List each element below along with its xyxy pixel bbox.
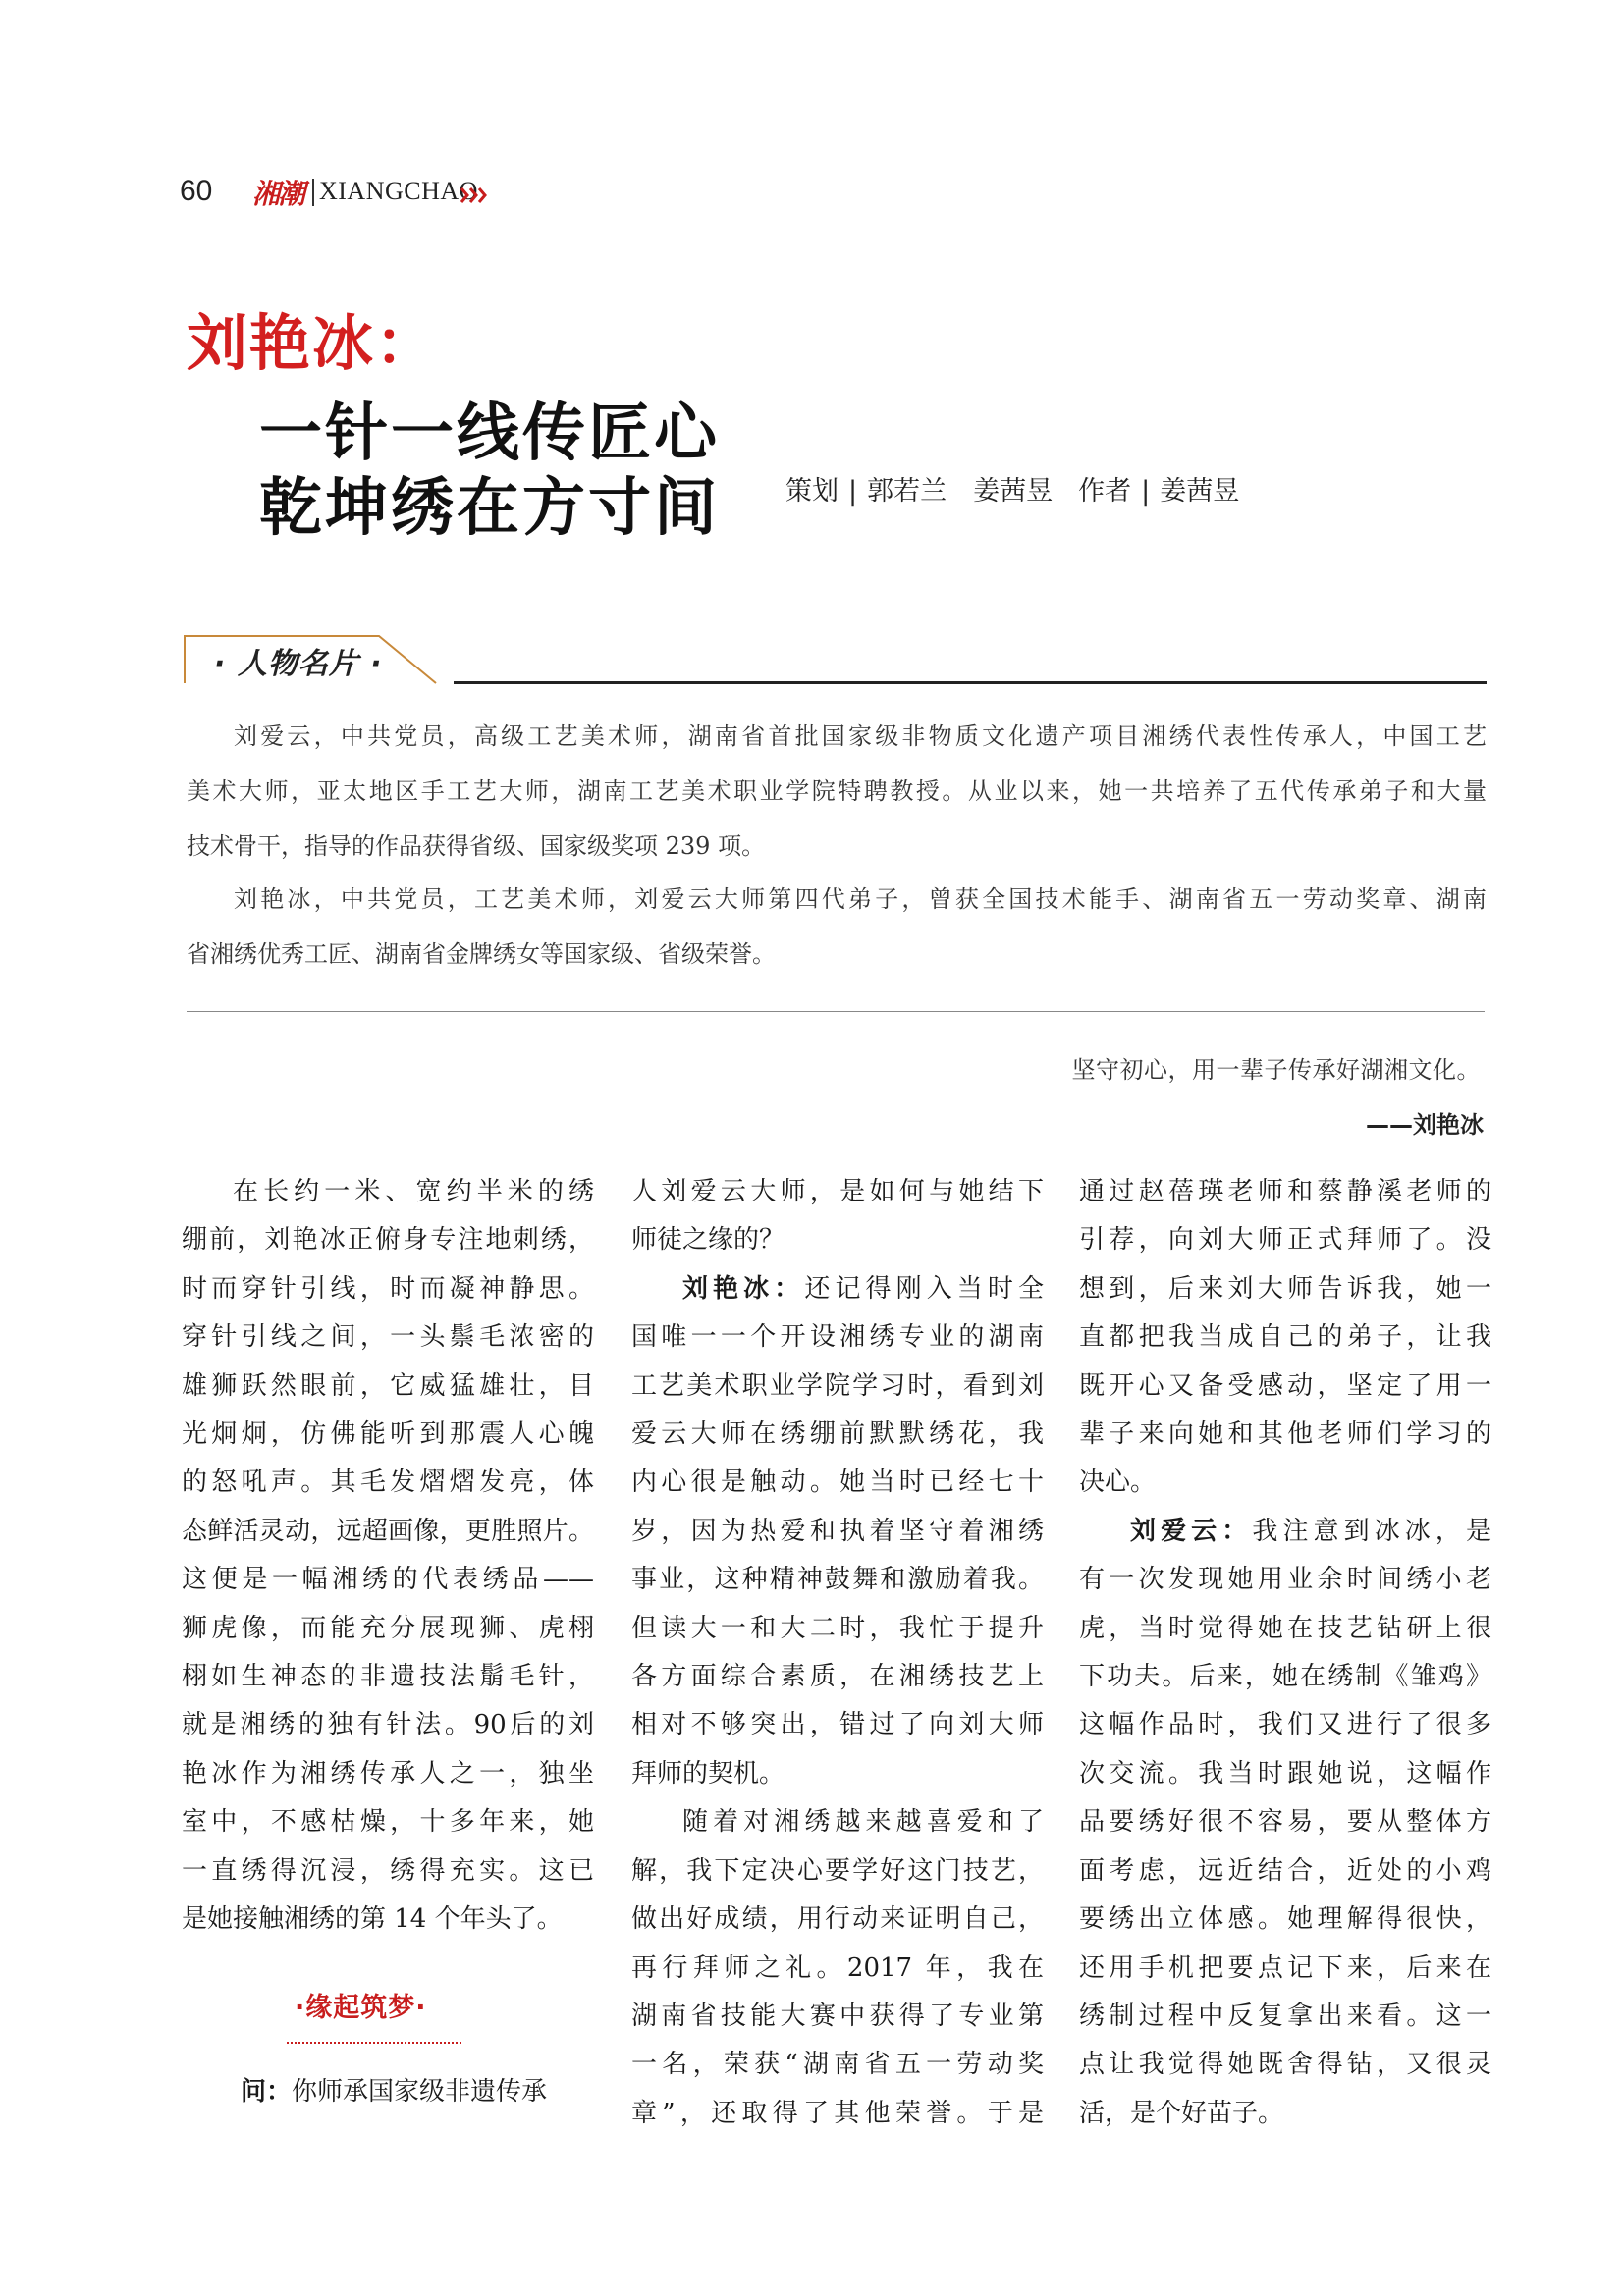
article-title-line2: 乾坤绣在方寸间 <box>259 472 720 545</box>
answer-line: 刘艳冰：还记得刚入当时全 <box>682 1273 1044 1304</box>
answer-line: 活，是个好苗子。 <box>1079 2098 1284 2128</box>
body-line: 室中，不感枯燥，十多年来，她 <box>182 1807 594 1838</box>
answer-line: 引荐，向刘大师正式拜师了。没 <box>1079 1225 1491 1255</box>
logo-divider <box>312 179 314 206</box>
answer-line: 辈子来向她和其他老师们学习的 <box>1079 1419 1491 1450</box>
profile-paragraph-1 <box>187 709 1487 874</box>
speaker-label-liuyanbing: 刘艳冰： <box>682 1273 805 1304</box>
answer-line: 有一次发现她用业余时间绣小老 <box>1079 1565 1491 1595</box>
answer-line: 要绣出立体感。她理解得很快， <box>1079 1904 1491 1935</box>
answer-line: 次交流。我当时跟她说，这幅作 <box>1079 1758 1491 1789</box>
pull-quote-author: ——刘艳冰 <box>1366 1111 1484 1139</box>
body-line: 雄狮跃然眼前，它威猛雄壮，目 <box>182 1370 594 1401</box>
answer-line: 既开心又备受感动，坚定了用一 <box>1079 1370 1491 1401</box>
article-title-name: 刘艳冰： <box>187 307 439 379</box>
answer-line: 面考虑，远近结合，近处的小鸡 <box>1079 1855 1491 1886</box>
answer-line: 这幅作品时，我们又进行了很多 <box>1079 1710 1491 1740</box>
body-line: 就是湘绣的独有针法。90后的刘 <box>182 1710 594 1740</box>
planning-label: 策划 <box>785 476 839 507</box>
answer-line: 决心。 <box>1079 1468 1157 1498</box>
question-start <box>241 2068 594 2116</box>
answer-line: 再行拜师之礼。2017 年，我在 <box>631 1952 1044 1983</box>
answer-line: 相对不够突出，错过了向刘大师 <box>631 1710 1044 1740</box>
answer-line: 还用手机把要点记下来，后来在 <box>1079 1952 1491 1983</box>
profile-line: 刘爱云，中共党员，高级工艺美术师，湖南省首批国家级非物质文化遗产项目湘绣代表性传承人，中国工艺 <box>234 722 1487 750</box>
profile-paragraph-2 <box>187 872 1487 982</box>
answer-line: 品要绣好很不容易，要从整体方 <box>1079 1807 1491 1838</box>
profile-line: 刘艳冰，中共党员，工艺美术师，刘爱云大师第四代弟子，曾获全国技术能手、湖南省五一劳动奖章、湖南 <box>234 885 1487 913</box>
question-label: 问： <box>241 2077 293 2107</box>
body-line: 狮虎像，而能充分展现狮、虎栩 <box>182 1613 594 1643</box>
page-number: 60 <box>180 175 213 207</box>
answer-line: 通过赵蓓瑛老师和蔡静溪老师的 <box>1079 1177 1491 1206</box>
answer-line: 绣制过程中反复拿出来看。这一 <box>1079 2001 1491 2031</box>
answer-line: 湖南省技能大赛中获得了专业第 <box>631 2001 1044 2031</box>
answer-line: 解，我下定决心要学好这门技艺， <box>631 1855 1044 1886</box>
section-heading-underline <box>287 2042 461 2044</box>
profile-line: 美术大师，亚太地区手工艺大师，湖南工艺美术职业学院特聘教授。从业以来，她一共培养了五代传承弟子和大量 <box>187 777 1487 805</box>
answer-line: 事业，这种精神鼓舞和激励着我。 <box>631 1565 1044 1595</box>
answer-line: 直都把我当成自己的弟子，让我 <box>1079 1322 1491 1353</box>
body-line: 这便是一幅湘绣的代表绣品—— <box>182 1565 594 1595</box>
question-line: 人刘爱云大师，是如何与她结下 <box>631 1177 1044 1206</box>
profile-line: 技术骨干，指导的作品获得省级、国家级奖项 239 项。 <box>187 832 766 860</box>
answer-line: 虎，当时觉得她在技艺钻研上很 <box>1079 1613 1491 1643</box>
profile-line: 省湘绣优秀工匠、湖南省金牌绣女等国家级、省级荣誉。 <box>187 940 776 968</box>
body-line: 一直绣得沉浸，绣得充实。这已 <box>182 1855 594 1886</box>
profile-label: · 人物名片 · <box>214 647 383 681</box>
body-line: 艳冰作为湘绣传承人之一，独坐 <box>182 1758 594 1789</box>
profile-top-rule <box>454 681 1487 684</box>
body-column-1 <box>182 1168 594 1945</box>
answer-line: 各方面综合素质，在湘绣技艺上 <box>631 1662 1044 1692</box>
answer-line: 拜师的契机。 <box>631 1758 785 1789</box>
answer-line: 工艺美术职业学院学习时，看到刘 <box>631 1370 1044 1401</box>
answer-line: 下功夫。后来，她在绣制《雏鸡》 <box>1079 1662 1491 1692</box>
answer-line: 章”，还取得了其他荣誉。于是 <box>631 2098 1044 2128</box>
question-start-text: 你师承国家级非遗传承 <box>292 2077 548 2107</box>
body-line: 时而穿针引线，时而凝神静思。 <box>182 1273 594 1304</box>
magazine-logo: 湘潮 <box>252 178 304 210</box>
answer-line: 内心很是触动。她当时已经七十 <box>631 1468 1044 1498</box>
planners: 郭若兰 姜茜昱 <box>867 476 1054 507</box>
body-line: 绷前，刘艳冰正俯身专注地刺绣， <box>182 1225 594 1255</box>
article-credits: 策划 | 郭若兰 姜茜昱 作者 | 姜茜昱 <box>785 476 1240 507</box>
body-line: 穿针引线之间，一头鬃毛浓密的 <box>182 1322 594 1353</box>
answer-line: 随着对湘绣越来越喜爱和了 <box>682 1807 1044 1838</box>
answer-line: 国唯一一个开设湘绣专业的湖南 <box>631 1322 1044 1353</box>
speaker-label-liuaiyun: 刘爱云： <box>1130 1516 1253 1546</box>
body-column-3 <box>1079 1168 1491 2138</box>
body-line: 的怒吼声。其毛发熠熠发亮，体 <box>182 1468 594 1498</box>
body-line: 态鲜活灵动，远超画像，更胜照片。 <box>182 1516 594 1546</box>
answer-line: 岁，因为热爱和执着坚守着湘绣 <box>631 1516 1044 1546</box>
answer-line: 刘爱云：我注意到冰冰，是 <box>1130 1516 1491 1546</box>
body-line: 光炯炯，仿佛能听到那震人心魄 <box>182 1419 594 1450</box>
body-line: 在长约一米、宽约半米的绣 <box>233 1177 594 1206</box>
profile-bottom-rule <box>187 1011 1485 1012</box>
body-column-2 <box>631 1168 1044 2138</box>
question-line: 师徒之缘的？ <box>631 1225 785 1255</box>
answer-line: 做出好成绩，用行动来证明自己， <box>631 1904 1044 1935</box>
answer-line: 但读大一和大二时，我忙于提升 <box>631 1613 1044 1643</box>
answer-line: 想到，后来刘大师告诉我，她一 <box>1079 1273 1491 1304</box>
author-label: 作者 <box>1078 476 1132 507</box>
article-title-line1: 一针一线传匠心 <box>259 398 720 470</box>
body-line: 是她接触湘绣的第 14 个年头了。 <box>182 1904 563 1935</box>
body-line: 栩如生神态的非遗技法鬅毛针， <box>182 1662 594 1692</box>
answer-line: 一名，荣获“湖南省五一劳动奖 <box>631 2050 1044 2080</box>
author-name: 姜茜昱 <box>1160 476 1240 507</box>
section-heading: ·缘起筑梦· <box>295 1993 427 2023</box>
magazine-name: XIANGCHAO <box>319 177 478 205</box>
answer-line: 点让我觉得她既舍得钻，又很灵 <box>1079 2050 1491 2080</box>
answer-line: 爱云大师在绣绷前默默绣花，我 <box>631 1419 1044 1450</box>
pull-quote: 坚守初心，用一辈子传承好湖湘文化。 <box>1071 1056 1481 1084</box>
chevron-right-icon <box>460 186 487 205</box>
